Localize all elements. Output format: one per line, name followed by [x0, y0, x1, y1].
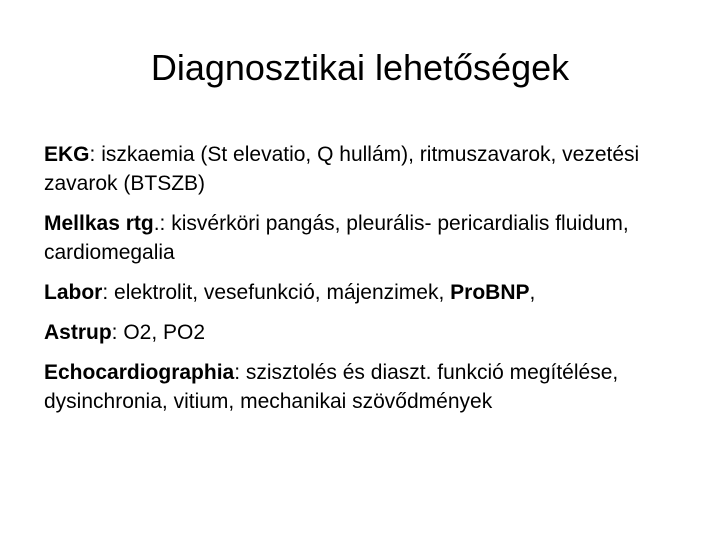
item-mellkas-rtg	[44, 209, 684, 267]
item-labor	[44, 278, 684, 307]
item-term-probnp: ProBNP	[450, 281, 530, 304]
item-text: elektrolit, vesefunkció, májenzimek,	[114, 281, 451, 304]
item-echocardiographia	[44, 358, 684, 416]
item-term: EKG	[44, 143, 90, 166]
item-astrup	[44, 318, 684, 347]
item-term: Echocardiographia	[44, 361, 235, 384]
item-ekg	[44, 140, 684, 198]
item-separator: :	[102, 281, 115, 304]
item-term: Labor	[44, 281, 103, 304]
item-text: szisztolés és diaszt. funkció megítélése, dysinchronia, vitium, mechanikai szövődmények	[44, 361, 619, 413]
item-separator: :	[234, 361, 246, 384]
item-text: iszkaemia (St elevatio, Q hullám), ritmuszavarok, vezetési zavarok (BTSZB)	[44, 143, 640, 195]
item-separator: .:	[153, 212, 172, 235]
item-text: kisvérköri pangás, pleurális- pericardialis fluidum, cardiomegalia	[44, 212, 629, 264]
item-text: O2, PO2	[123, 321, 206, 344]
item-tail: ,	[529, 281, 536, 304]
item-separator: :	[111, 321, 124, 344]
slide-title: Diagnosztikai lehetőségek	[150, 47, 570, 88]
item-separator: :	[89, 143, 102, 166]
item-term: Mellkas rtg	[44, 212, 154, 235]
item-term: Astrup	[44, 321, 112, 344]
slide-content	[44, 140, 684, 427]
